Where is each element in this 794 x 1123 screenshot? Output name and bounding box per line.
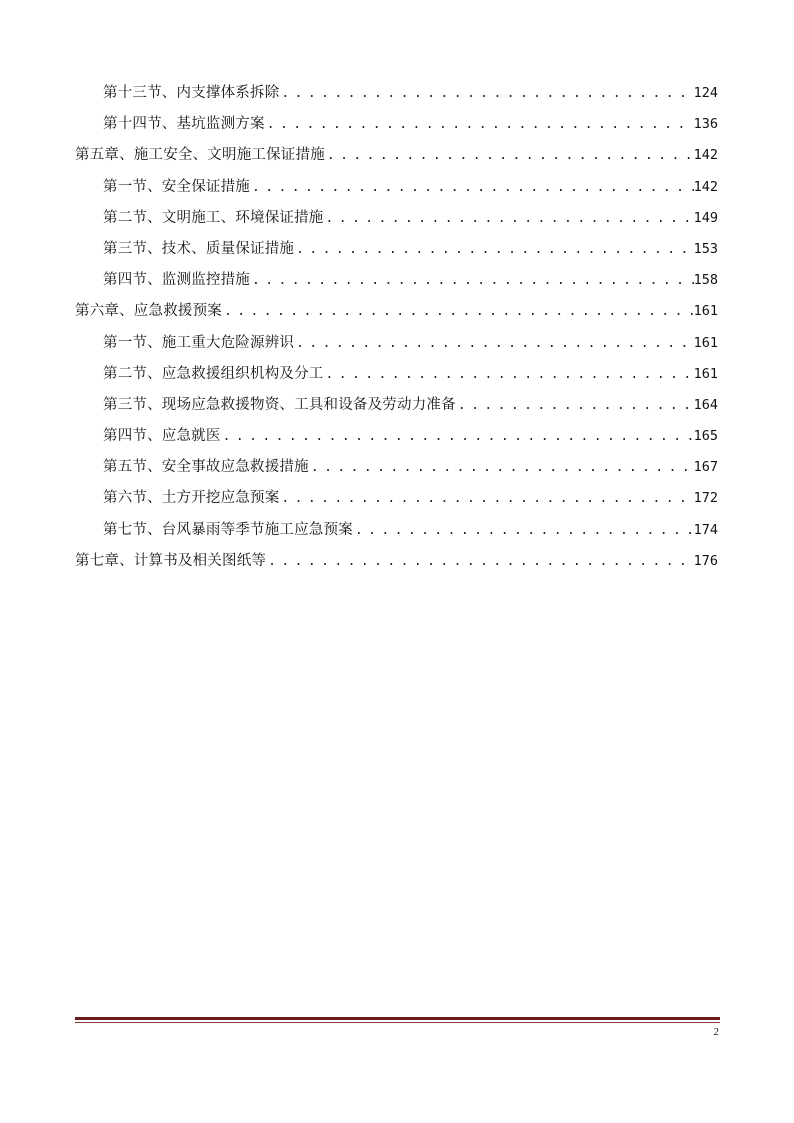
toc-entry-page: 158 <box>693 272 718 289</box>
toc-section-entry[interactable] <box>75 452 718 483</box>
toc-chapter-entry[interactable] <box>75 546 718 577</box>
toc-section-entry[interactable] <box>75 172 718 203</box>
toc-dot-leader <box>325 140 694 171</box>
toc-dot-leader <box>324 359 694 390</box>
toc-section-entry[interactable] <box>75 390 718 421</box>
toc-entry-title: 第三节、现场应急救援物资、工具和设备及劳动力准备 <box>103 396 456 413</box>
toc-entry-title: 第十四节、基坑监测方案 <box>103 116 265 133</box>
toc-entry-title: 第五章、施工安全、文明施工保证措施 <box>75 147 325 164</box>
toc-entry-page: 165 <box>693 428 718 445</box>
toc-entry-title: 第四节、应急就医 <box>103 428 221 445</box>
toc-entry-page: 172 <box>693 490 718 507</box>
toc-entry-page: 142 <box>693 147 718 164</box>
toc-entry-title: 第六节、土方开挖应急预案 <box>103 490 280 507</box>
toc-entry-title: 第十三节、内支撑体系拆除 <box>103 85 280 101</box>
toc-section-entry[interactable] <box>75 265 718 296</box>
toc-dot-leader <box>353 515 694 546</box>
toc-dot-leader <box>266 546 694 577</box>
toc-dot-leader <box>222 296 694 327</box>
toc-dot-leader <box>294 328 694 359</box>
table-of-contents <box>75 78 718 577</box>
toc-entry-page: 161 <box>693 365 718 382</box>
toc-entry-page: 142 <box>693 178 718 195</box>
toc-entry-title: 第六章、应急救援预案 <box>75 303 222 320</box>
toc-dot-leader <box>221 421 694 452</box>
toc-dot-leader <box>250 265 694 296</box>
toc-dot-leader <box>309 452 694 483</box>
toc-chapter-entry[interactable] <box>75 296 718 327</box>
footer-divider <box>75 1017 720 1020</box>
toc-dot-leader <box>279 483 693 514</box>
footer-divider-thin <box>75 1022 720 1023</box>
toc-dot-leader <box>324 203 694 234</box>
toc-entry-title: 第一节、安全保证措施 <box>103 178 250 195</box>
toc-entry-title: 第七章、计算书及相关图纸等 <box>75 552 267 569</box>
toc-entry-title: 第四节、监测监控措施 <box>103 272 250 289</box>
toc-entry-page: 124 <box>693 85 718 101</box>
toc-entry-title: 第五节、安全事故应急救援措施 <box>103 459 309 476</box>
toc-section-entry[interactable] <box>75 109 718 140</box>
toc-dot-leader <box>265 109 694 140</box>
toc-dot-leader <box>456 390 694 421</box>
toc-entry-page: 167 <box>693 459 718 476</box>
toc-entry-page: 149 <box>693 209 718 226</box>
toc-entry-page: 136 <box>693 116 718 133</box>
page-number: 2 <box>713 1026 719 1038</box>
toc-entry-page: 153 <box>693 240 718 257</box>
toc-section-entry[interactable] <box>75 515 718 546</box>
toc-dot-leader <box>294 234 694 265</box>
toc-entry-title: 第二节、文明施工、环境保证措施 <box>103 209 324 226</box>
toc-section-entry[interactable] <box>75 421 718 452</box>
toc-section-entry[interactable] <box>75 359 718 390</box>
toc-entry-page: 161 <box>693 334 718 351</box>
toc-entry-page: 174 <box>693 521 718 538</box>
toc-entry-page: 164 <box>693 396 718 413</box>
toc-section-entry[interactable] <box>75 234 718 265</box>
toc-section-entry[interactable] <box>75 203 718 234</box>
toc-dot-leader <box>250 172 694 203</box>
toc-entry-page: 161 <box>693 303 718 320</box>
toc-dot-leader <box>279 78 693 109</box>
toc-section-entry[interactable] <box>75 483 718 514</box>
toc-section-entry[interactable] <box>75 328 718 359</box>
toc-entry-page: 176 <box>693 552 718 569</box>
toc-entry-title: 第二节、应急救援组织机构及分工 <box>103 365 324 382</box>
toc-entry-title: 第一节、施工重大危险源辨识 <box>103 334 295 351</box>
toc-section-entry[interactable] <box>75 78 718 109</box>
toc-entry-title: 第三节、技术、质量保证措施 <box>103 240 295 257</box>
toc-chapter-entry[interactable] <box>75 140 718 171</box>
toc-entry-title: 第七节、台风暴雨等季节施工应急预案 <box>103 521 353 538</box>
